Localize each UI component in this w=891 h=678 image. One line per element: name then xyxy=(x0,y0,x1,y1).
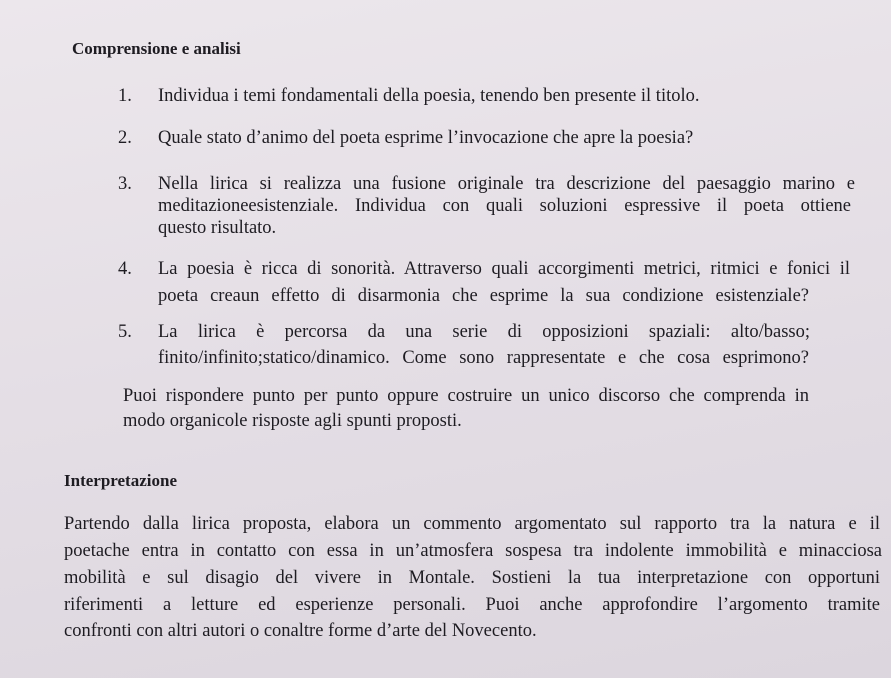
paragraph-line: riferimenti a letture ed esperienze personali. Puoi anche approfondire l’argomento tramite xyxy=(64,595,880,615)
note-text: Puoi rispondere punto per punto oppure costruire un unico discorso che comprenda in xyxy=(123,386,809,406)
question-number: 3. xyxy=(118,174,132,194)
question-text: questo risultato. xyxy=(158,218,277,238)
question-text: Nella lirica si realizza una fusione originale tra descrizione del paesaggio marino e xyxy=(158,174,855,194)
question-text: Quale stato d’animo del poeta esprime l’invocazione che apre la poesia? xyxy=(158,128,694,148)
question-number: 2. xyxy=(118,128,132,148)
section-title: Interpretazione xyxy=(64,471,177,490)
paragraph-line: mobilità e sul disagio del vivere in Montale. Sostieni la tua interpretazione con opportuni xyxy=(64,568,880,588)
question-text: poeta creaun effetto di disarmonia che esprime la sua condizione esistenziale? xyxy=(158,286,809,306)
paragraph-line: Partendo dalla lirica proposta, elabora un commento argomentato sul rapporto tra la natura e il xyxy=(64,514,880,534)
question-text: finito/infinito;statico/dinamico. Come sono rappresentate e che cosa esprimono? xyxy=(158,348,809,368)
question-number: 4. xyxy=(118,259,132,279)
note-text: modo organicole risposte agli spunti proposti. xyxy=(123,411,462,431)
section-title: Comprensione e analisi xyxy=(72,39,241,58)
question-text: La poesia è ricca di sonorità. Attraverso quali accorgimenti metrici, ritmici e fonici il xyxy=(158,259,850,279)
question-text: meditazioneesistenziale. Individua con quali soluzioni espressive il poeta ottiene xyxy=(158,196,851,216)
question-text: La lirica è percorsa da una serie di opposizioni spaziali: alto/basso; xyxy=(158,322,810,342)
paragraph-line: confronti con altri autori o conaltre forme d’arte del Novecento. xyxy=(64,621,537,641)
question-number: 1. xyxy=(118,86,132,106)
question-text: Individua i temi fondamentali della poesia, tenendo ben presente il titolo. xyxy=(158,86,700,106)
paragraph-line: poetache entra in contatto con essa in un’atmosfera sospesa tra indolente immobilità e minacciosa xyxy=(64,541,882,561)
question-number: 5. xyxy=(118,322,132,342)
